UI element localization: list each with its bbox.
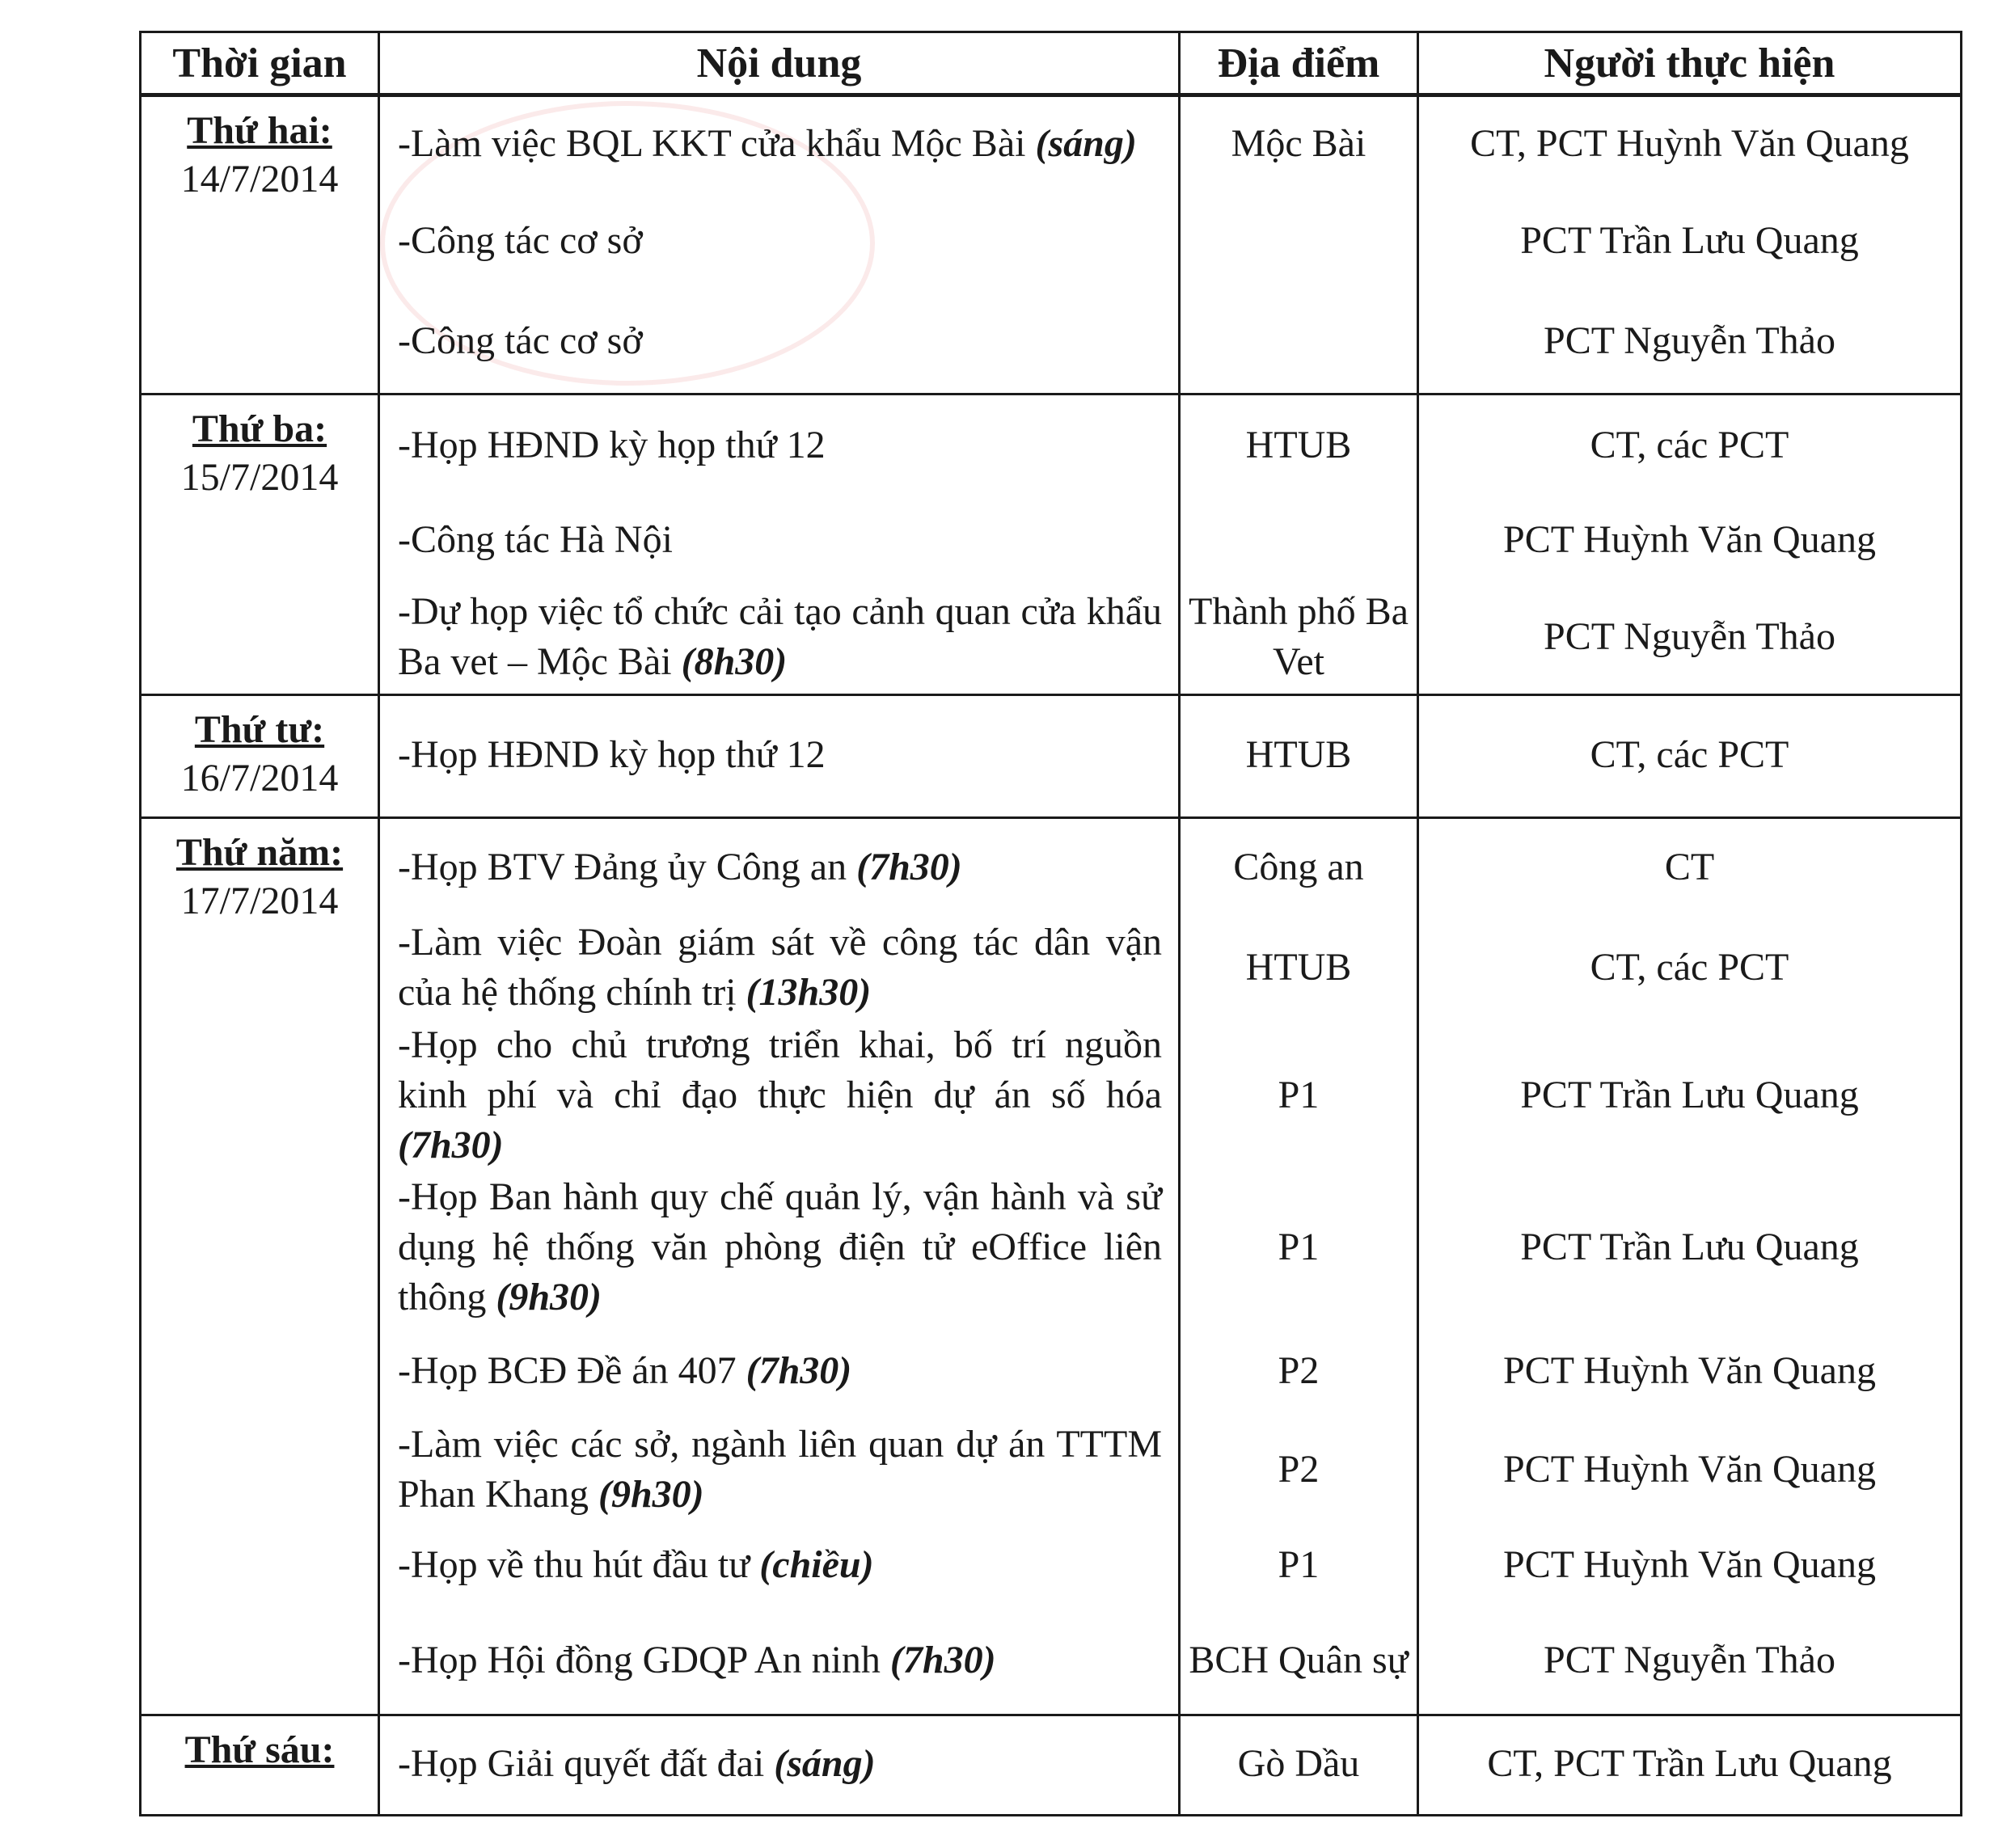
day-row-friday <box>141 1715 1962 1816</box>
entry-location: Gò Dầu <box>1237 1742 1360 1785</box>
day-cell <box>141 1715 379 1816</box>
day-label: Thứ năm: <box>175 831 344 874</box>
entry-text: -Làm việc BQL KKT cửa khẩu Mộc Bài <box>398 122 1026 165</box>
entry-text: -Họp HĐND kỳ họp thứ 12 <box>398 424 826 466</box>
entry-person: PCT Huỳnh Văn Quang <box>1503 1349 1876 1392</box>
entry-note: (sáng) <box>1035 122 1137 165</box>
entry-person: PCT Huỳnh Văn Quang <box>1503 1543 1876 1586</box>
day-row-tuesday <box>141 394 1962 695</box>
entry-location <box>1181 191 1417 291</box>
entry-location: Mộc Bài <box>1231 122 1366 165</box>
entry-location: Công an <box>1233 846 1364 888</box>
entry-content <box>380 1716 1178 1812</box>
entry-content <box>380 97 1178 191</box>
content-cell <box>379 394 1180 695</box>
entry-content <box>380 291 1178 391</box>
entry-content <box>380 819 1178 916</box>
entry-location: HTUB <box>1245 733 1352 776</box>
entry-content <box>380 696 1178 814</box>
person-cell <box>1418 394 1962 695</box>
entry-note: (chiều) <box>759 1543 874 1586</box>
entry-content <box>380 1521 1178 1610</box>
content-cell <box>379 818 1180 1715</box>
day-date: 15/7/2014 <box>180 456 339 499</box>
entry-content <box>380 1419 1178 1521</box>
entry-content <box>380 496 1178 584</box>
entry-location <box>1181 496 1417 584</box>
entry-content <box>380 1019 1178 1171</box>
entry-person: PCT Trần Lưu Quang <box>1520 219 1859 262</box>
day-label: Thứ ba: <box>192 407 327 450</box>
content-cell <box>379 695 1180 818</box>
entry-note: (8h30) <box>681 640 788 683</box>
location-cell <box>1180 818 1418 1715</box>
person-cell <box>1418 95 1962 394</box>
entry-text: -Họp Ban hành quy chế quản lý, vận hành và sử dụng hệ thống văn phòng điện tử eOffice liên thông <box>398 1175 1162 1318</box>
entry-text: -Họp cho chủ trương triển khai, bố trí nguồn kinh phí và chỉ đạo thực hiện dự án số hóa <box>398 1023 1162 1116</box>
location-cell <box>1180 695 1418 818</box>
entry-person: CT, các PCT <box>1590 733 1789 776</box>
entry-location: P1 <box>1278 1543 1320 1586</box>
day-row-thursday <box>141 818 1962 1715</box>
entry-content <box>380 1323 1178 1419</box>
entry-note: (7h30) <box>889 1639 996 1681</box>
entry-text: -Làm việc các sở, ngành liên quan dự án TTTM Phan Khang <box>398 1423 1162 1516</box>
entry-note: (9h30) <box>598 1473 704 1516</box>
day-date: 17/7/2014 <box>180 880 339 922</box>
header-time: Thời gian <box>141 32 379 95</box>
entry-note: (13h30) <box>746 971 872 1014</box>
entry-text: -Công tác cơ sở <box>398 219 643 262</box>
entry-text: -Họp HĐND kỳ họp thứ 12 <box>398 733 826 776</box>
entry-text: -Dự họp việc tổ chức cải tạo cảnh quan cửa khẩu Ba vet – Mộc Bài <box>398 590 1162 683</box>
header-row <box>141 32 1962 95</box>
day-label: Thứ hai: <box>187 109 332 152</box>
day-row-monday <box>141 95 1962 394</box>
entry-text: -Họp BTV Đảng ủy Công an <box>398 846 847 888</box>
entry-content <box>380 395 1178 496</box>
entry-note: (sáng) <box>774 1742 876 1785</box>
entry-note: (7h30) <box>856 846 962 888</box>
entry-note: (9h30) <box>496 1276 602 1318</box>
entry-person: CT, các PCT <box>1590 424 1789 466</box>
entry-location: BCH Quân sự <box>1189 1639 1409 1681</box>
day-date: 14/7/2014 <box>180 158 339 200</box>
entry-content <box>380 191 1178 291</box>
entry-person: CT, các PCT <box>1590 946 1789 989</box>
entry-person: PCT Trần Lưu Quang <box>1520 1074 1859 1116</box>
day-cell <box>141 394 379 695</box>
location-cell <box>1180 394 1418 695</box>
day-cell <box>141 95 379 394</box>
entry-person: PCT Nguyễn Thảo <box>1544 319 1835 362</box>
entry-person: PCT Nguyễn Thảo <box>1544 615 1835 658</box>
entry-text: -Họp về thu hút đầu tư <box>398 1543 750 1586</box>
person-cell <box>1418 818 1962 1715</box>
entry-content <box>380 1610 1178 1711</box>
header-person: Người thực hiện <box>1418 32 1962 95</box>
entry-location: P1 <box>1278 1226 1320 1268</box>
location-cell <box>1180 95 1418 394</box>
entry-person: CT, PCT Huỳnh Văn Quang <box>1470 122 1909 165</box>
entry-text: -Họp Hội đồng GDQP An ninh <box>398 1639 881 1681</box>
entry-content <box>380 916 1178 1019</box>
day-cell <box>141 818 379 1715</box>
entry-note: (7h30) <box>398 1124 504 1167</box>
entry-content <box>380 584 1178 690</box>
entry-location: HTUB <box>1245 424 1352 466</box>
entry-note: (7h30) <box>746 1349 852 1392</box>
entry-person: PCT Nguyễn Thảo <box>1544 1639 1835 1681</box>
day-label: Thứ tư: <box>194 708 325 751</box>
entry-person: CT, PCT Trần Lưu Quang <box>1487 1742 1892 1785</box>
entry-text: -Công tác cơ sở <box>398 319 643 362</box>
day-cell <box>141 695 379 818</box>
location-cell <box>1180 1715 1418 1816</box>
entry-text: -Làm việc Đoàn giám sát về công tác dân vận của hệ thống chính trị <box>398 921 1162 1014</box>
day-date: 16/7/2014 <box>180 757 339 800</box>
header-content: Nội dung <box>379 32 1180 95</box>
entry-location <box>1181 291 1417 391</box>
entry-location: P2 <box>1278 1349 1320 1392</box>
header-location: Địa điểm <box>1180 32 1418 95</box>
entry-person: CT <box>1664 846 1715 888</box>
entry-content <box>380 1171 1178 1323</box>
schedule-table <box>139 31 1962 1816</box>
content-cell <box>379 1715 1180 1816</box>
entry-location: P1 <box>1278 1074 1320 1116</box>
person-cell <box>1418 695 1962 818</box>
entry-text: -Họp BCĐ Đề án 407 <box>398 1349 737 1392</box>
person-cell <box>1418 1715 1962 1816</box>
content-cell <box>379 95 1180 394</box>
entry-person: PCT Huỳnh Văn Quang <box>1503 518 1876 561</box>
entry-person: PCT Trần Lưu Quang <box>1520 1226 1859 1268</box>
entry-text: -Họp Giải quyết đất đai <box>398 1742 765 1785</box>
entry-person: PCT Huỳnh Văn Quang <box>1503 1448 1876 1491</box>
day-row-wednesday <box>141 695 1962 818</box>
day-label: Thứ sáu: <box>184 1728 335 1771</box>
entry-location: P2 <box>1278 1448 1320 1491</box>
entry-text: -Công tác Hà Nội <box>398 518 673 561</box>
entry-location: HTUB <box>1245 946 1352 989</box>
entry-location: Thành phố Ba Vet <box>1189 590 1409 683</box>
